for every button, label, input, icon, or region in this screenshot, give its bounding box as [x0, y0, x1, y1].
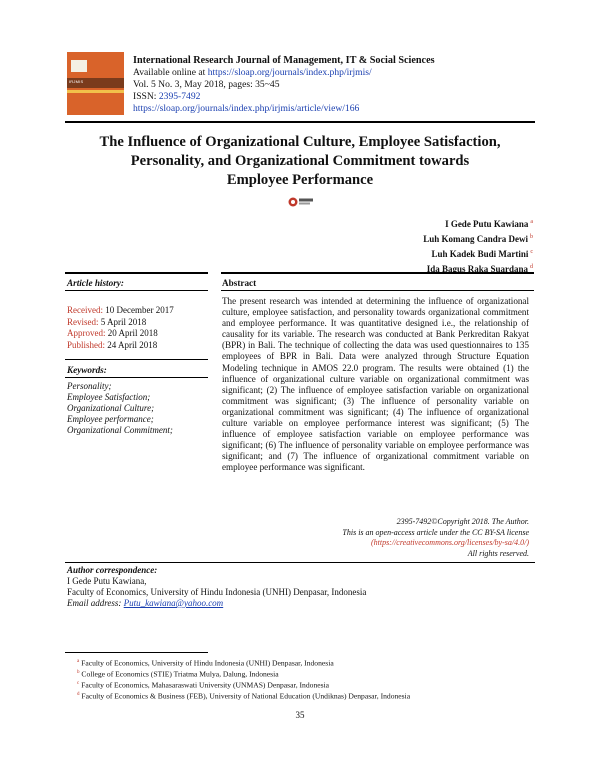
available-online: Available online at https://sloap.org/journals/index.php/irjmis/ [133, 67, 372, 78]
author: I Gede Putu Kawiana $^a$ [445, 219, 533, 229]
affiliation-footnotes [77, 657, 410, 701]
keywords-heading: Keywords: [67, 365, 107, 375]
author: Luh Kadek Budi Martini $^c$ [431, 249, 533, 259]
footnote-rule [65, 652, 208, 653]
author-correspondence: Author correspondence: I Gede Putu Kawiana, Faculty of Economics, University of Hindu Indonesia (UNHI) Denpasar, Indonesia Email address: Putu_kawiana@yahoo.com [67, 565, 367, 608]
footnote: $^a$ Faculty of Economics, University of Hindu Indonesia (UNHI) Denpasar, Indonesia [77, 658, 334, 668]
journal-url-link[interactable]: https://sloap.org/journals/index.php/irjmis/ [207, 67, 372, 78]
author: Luh Komang Candra Dewi $^b$ [423, 234, 533, 244]
published-date: Published: 24 April 2018 [67, 339, 158, 350]
article-history-heading: Article history: [67, 278, 124, 288]
keyword-list [67, 381, 173, 436]
author-list [423, 216, 533, 276]
keyword: Organizational Culture; [67, 403, 155, 413]
author: Ida Bagus Raka Suardana $^d$ [426, 264, 533, 274]
abstract-heading: Abstract [222, 278, 257, 288]
footnote: $^c$ Faculty of Economics, Mahasaraswati University (UNMAS) Denpasar, Indonesia [77, 680, 330, 690]
license-link[interactable]: (https://creativecommons.org/licenses/by-sa/4.0/) [370, 538, 529, 547]
approved-date: Approved: 20 April 2018 [67, 328, 158, 338]
cover-label: IRJMIS [69, 79, 84, 84]
footnote: $^d$ Faculty of Economics & Business (FEB), University of National Education (Undiknas) Denpasar, Indonesia [77, 691, 411, 701]
received-date: Received: 10 December 2017 [67, 305, 174, 315]
journal-name: International Research Journal of Management, IT & Social Sciences [133, 55, 435, 66]
abstract-divider [221, 290, 534, 291]
keywords-top-divider [65, 359, 208, 360]
history-divider [65, 290, 208, 291]
keyword: Organizational Commitment; [67, 425, 173, 435]
article-url-link[interactable]: https://sloap.org/journals/index.php/irjmis/article/view/166 [133, 103, 360, 114]
paper-title: The Influence of Organizational Culture, Employee Satisfaction, Personality, and Organizational Commitment towards Employee Performance [99, 134, 501, 188]
left-column-top-rule [65, 272, 208, 274]
revised-date: Revised: 5 April 2018 [67, 316, 147, 327]
volume-info: Vol. 5 No. 3, May 2018, pages: 35~45 [133, 79, 280, 90]
journal-header [133, 55, 435, 115]
abstract-text: The present research was intended at determining the influence of organizational culture, employee satisfaction, and personality towards organizational commitment and employee performance. It was quantitative designed i.e., the relationship of causality for its variable. The research was conducted at Bank Perkreditan Rakyat (BPR) in Bali. The technique of collecting the data was used questionnaires to 135 employees of BPR in Bali. Data were analyzed through Structure Equation Modeling technique in AMOS 22.0 program. The results were obtained (1) the influence of organizational culture variable on organizational commitment was significant; (2) The influence of employee satisfaction variable on organizational commitment was significant; (3) The influence of personality variable on organizational commitment was significant; (4) The influence of organizational culture variable on employee performance interest was significant; (5) The influence of employee satisfaction variable on employee performance was significant; (6) The influence of personality variable on employee performance was significant; and (7) The influence of organizational commitment variable on employee performance was significant. [222, 296, 529, 473]
journal-cover-image [67, 52, 124, 115]
keyword: Employee Satisfaction; [67, 392, 151, 402]
abstract-top-rule [221, 272, 534, 274]
correspondence-divider [65, 562, 535, 563]
issn-line: ISSN: 2395-7492 [133, 91, 201, 102]
header-divider [65, 121, 535, 123]
crossmark-badge[interactable] [288, 196, 314, 208]
email-link[interactable]: Putu_kawiana@yahoo.com [123, 598, 224, 608]
page-number: 35 [295, 710, 305, 720]
keyword: Employee performance; [67, 414, 154, 424]
issn-link[interactable]: 2395-7492 [158, 91, 201, 102]
keywords-divider [65, 377, 208, 378]
article-history-dates [67, 305, 174, 351]
footnote: $^b$ College of Economics (STIE) Triatma Mulya, Dalung, Indonesia [77, 669, 279, 679]
copyright-notice: 2395-7492©Copyright 2018. The Author. This is an open-access article under the CC BY-SA license (https://creativecommons.org/licenses/by-sa/4.0/) All rights reserved. [342, 517, 529, 558]
keyword: Personality; [67, 381, 112, 391]
